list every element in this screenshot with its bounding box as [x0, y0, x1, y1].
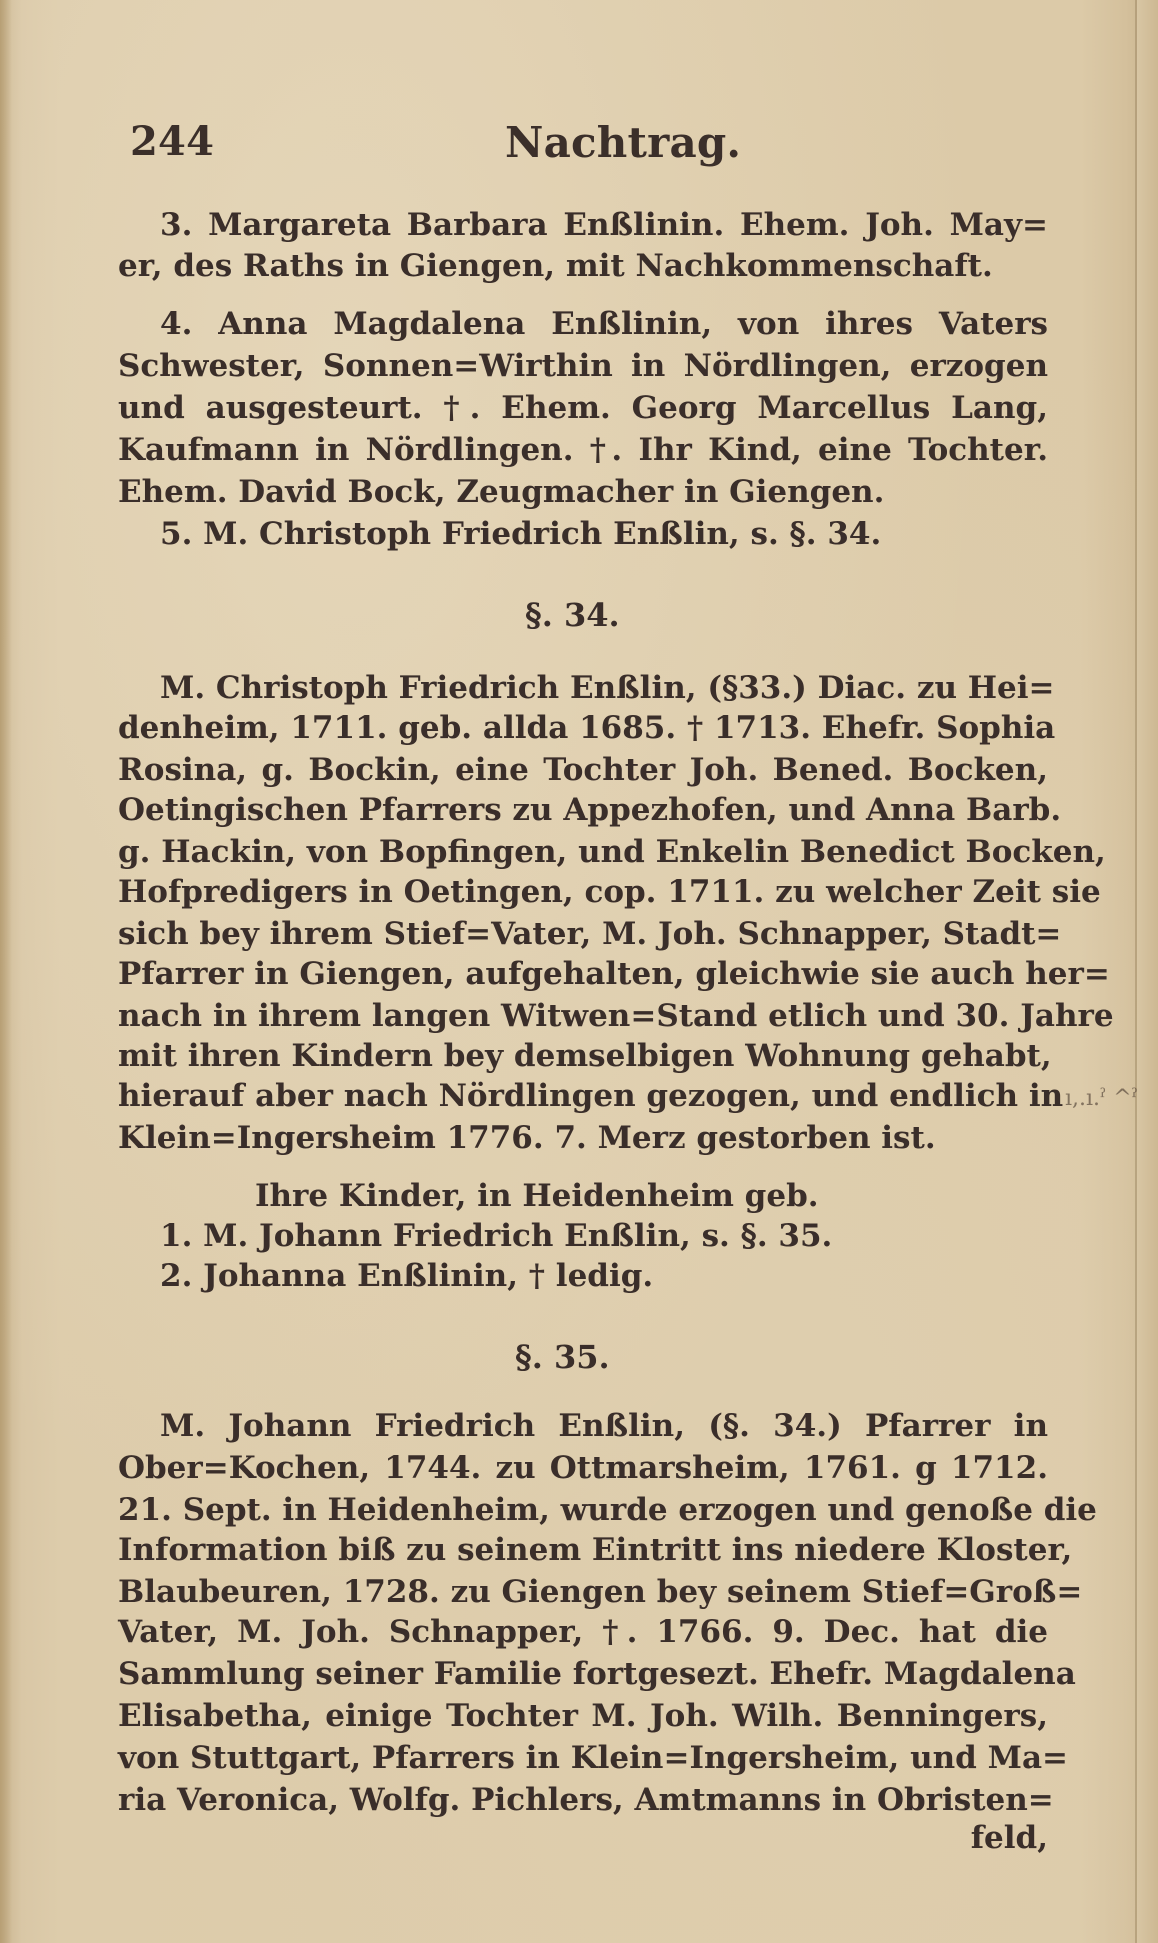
- text-line: nach in ihrem langen Witwen=Stand etlich und 30. Jahre: [118, 998, 1114, 1034]
- text-line: sich bey ihrem Stief=Vater, M. Joh. Schnapper, Stadt=: [118, 916, 1062, 952]
- text-line: Vater, M. Joh. Schnapper, †. 1766. 9. Dec. hat die: [118, 1614, 1048, 1650]
- text-line: Klein=Ingersheim 1776. 7. Merz gestorben ist.: [118, 1120, 936, 1156]
- text-line: 3. Margareta Barbara Enßlinin. Ehem. Joh. May=: [160, 207, 1048, 243]
- text-line: Schwester, Sonnen=Wirthin in Nördlingen, erzogen: [118, 348, 1048, 384]
- children-intro: Ihre Kinder, in Heidenheim geb.: [255, 1178, 819, 1214]
- text-line: mit ihren Kindern bey demselbigen Wohnung gehabt,: [118, 1038, 1052, 1074]
- text-line: M. Johann Friedrich Enßlin, (§. 34.) Pfarrer in: [160, 1408, 1048, 1444]
- text-line: 5. M. Christoph Friedrich Enßlin, s. §. 34.: [160, 516, 882, 552]
- adjacent-page-strip: [1137, 0, 1158, 1943]
- margin-ink-marks: ı,.ı.ˀ ^ˀ: [1065, 1086, 1138, 1111]
- text-line: M. Christoph Friedrich Enßlin, (§33.) Diac. zu Hei=: [160, 670, 1055, 706]
- text-line: 4. Anna Magdalena Enßlinin, von ihres Vaters: [160, 306, 1048, 342]
- text-line: Kaufmann in Nördlingen. †. Ihr Kind, eine Tochter.: [118, 432, 1048, 468]
- text-line: Sammlung seiner Familie fortgesezt. Ehefr. Magdalena: [118, 1656, 1076, 1692]
- text-line: Elisabetha, einige Tochter M. Joh. Wilh. Benningers,: [118, 1698, 1048, 1734]
- text-line: Pfarrer in Giengen, aufgehalten, gleichwie sie auch her=: [118, 956, 1110, 992]
- text-line: Blaubeuren, 1728. zu Giengen bey seinem Stief=Groß=: [118, 1574, 1083, 1610]
- text-line: Information biß zu seinem Eintritt ins niedere Kloster,: [118, 1532, 1073, 1568]
- section-heading-34: §. 34.: [525, 596, 620, 634]
- text-line: Hofpredigers in Oetingen, cop. 1711. zu welcher Zeit sie: [118, 874, 1101, 910]
- section-heading-35: §. 35.: [515, 1338, 610, 1376]
- catchword: feld,: [970, 1820, 1048, 1856]
- text-line: Ober=Kochen, 1744. zu Ottmarsheim, 1761. g 1712.: [118, 1450, 1048, 1486]
- text-line: Ehem. David Bock, Zeugmacher in Giengen.: [118, 474, 885, 510]
- running-title: Nachtrag.: [505, 118, 742, 167]
- text-line: von Stuttgart, Pfarrers in Klein=Ingersheim, und Ma=: [118, 1740, 1069, 1776]
- text-line: Rosina, g. Bockin, eine Tochter Joh. Bened. Bocken,: [118, 752, 1048, 788]
- text-line: 21. Sept. in Heidenheim, wurde erzogen und genoße die: [118, 1492, 1097, 1528]
- text-line: Oetingischen Pfarrers zu Appezhofen, und Anna Barb.: [118, 792, 1062, 828]
- text-line: g. Hackin, von Bopfingen, und Enkelin Benedict Bocken,: [118, 834, 1106, 870]
- text-line: und ausgesteurt. †. Ehem. Georg Marcellus Lang,: [118, 390, 1048, 426]
- text-line: denheim, 1711. geb. allda 1685. † 1713. Ehefr. Sophia: [118, 710, 1056, 746]
- text-line: hierauf aber nach Nördlingen gezogen, und endlich in: [118, 1078, 1064, 1114]
- child-entry: 2. Johanna Enßlinin, † ledig.: [160, 1258, 654, 1294]
- page-number: 244: [130, 118, 215, 165]
- text-line: er, des Raths in Giengen, mit Nachkommenschaft.: [118, 248, 993, 284]
- text-line: ria Veronica, Wolfg. Pichlers, Amtmanns in Obristen=: [118, 1782, 1054, 1818]
- child-entry: 1. M. Johann Friedrich Enßlin, s. §. 35.: [160, 1218, 833, 1254]
- page-left-edge: [0, 0, 12, 1943]
